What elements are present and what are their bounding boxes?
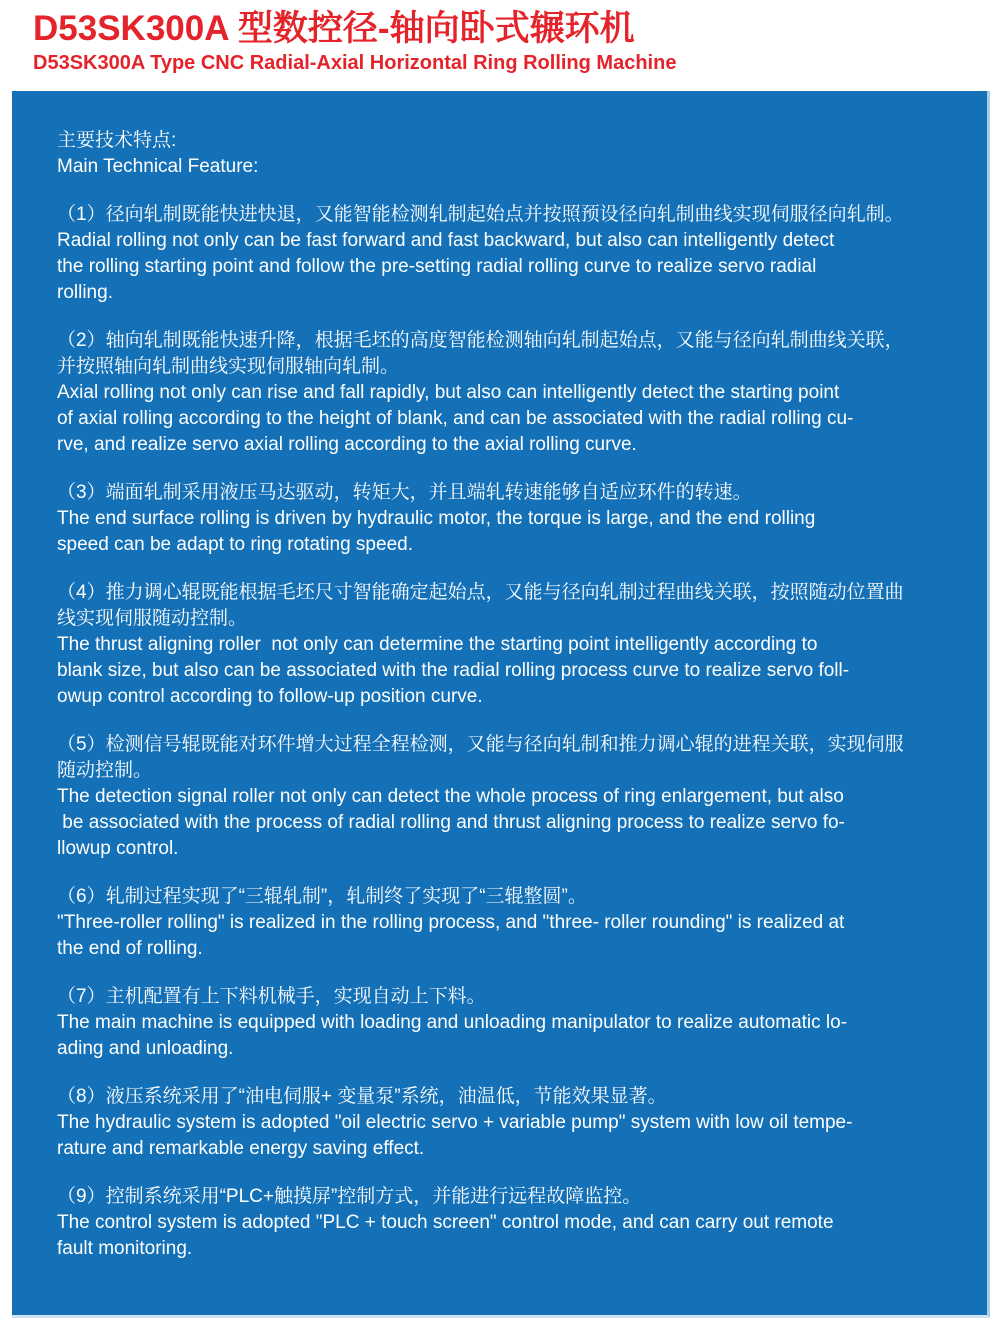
feature-line-en: The main machine is equipped with loading and unloading manipulator to realize automatic lo- (57, 1012, 848, 1033)
feature-line-zh: （8）液压系统采用了“油电伺服+ 变量泵”系统，油温低，节能效果显著。 (57, 1086, 667, 1107)
feature-item-9 (57, 1184, 953, 1262)
feature-line-en: of axial rolling according to the height of blank, and can be associated with the radial rolling cu- (57, 408, 854, 429)
feature-line-zh: 并按照轴向轧制曲线实现伺服轴向轧制。 (57, 356, 400, 377)
feature-line-en: llowup control. (57, 838, 179, 859)
feature-line-en: The detection signal roller not only can detect the whole process of ring enlargement, but also (57, 786, 844, 807)
feature-line-en: rve, and realize servo axial rolling according to the axial rolling curve. (57, 434, 637, 455)
page-title: D53SK300A 型数控径-轴向卧式辗环机 (33, 9, 635, 48)
feature-line-zh: （1）径向轧制既能快进快退，又能智能检测轧制起始点并按照预设径向轧制曲线实现伺服径向轧制。 (57, 204, 904, 225)
feature-line-en: "Three-roller rolling" is realized in the rolling process, and "three- roller rounding" is realized at (57, 912, 845, 933)
feature-line-en: be associated with the process of radial rolling and thrust aligning process to realize servo fo- (57, 812, 845, 833)
feature-line-en: The hydraulic system is adopted "oil electric servo + variable pump" system with low oil tempe- (57, 1112, 853, 1133)
feature-line-zh: （9）控制系统采用“PLC+触摸屏”控制方式，并能进行远程故障监控。 (57, 1186, 642, 1207)
feature-item-5 (57, 732, 953, 862)
feature-line-en: The end surface rolling is driven by hydraulic motor, the torque is large, and the end rolling (57, 508, 816, 529)
feature-line-zh: （6）轧制过程实现了“三辊轧制”，轧制终了实现了“三辊整圆”。 (57, 886, 587, 907)
feature-line-en: speed can be adapt to ring rotating speed. (57, 534, 413, 555)
feature-list (57, 202, 953, 1262)
feature-line-en: owup control according to follow-up position curve. (57, 686, 483, 707)
feature-line-en: fault monitoring. (57, 1238, 193, 1259)
feature-item-4 (57, 580, 953, 710)
feature-line-en: blank size, but also can be associated with the radial rolling process curve to realize servo foll- (57, 660, 850, 681)
feature-item-6 (57, 884, 953, 962)
feature-item-8 (57, 1084, 953, 1162)
feature-line-en: the rolling starting point and follow the pre-setting radial rolling curve to realize servo radial (57, 256, 817, 277)
feature-item-1 (57, 202, 953, 306)
feature-line-zh: （3）端面轧制采用液压马达驱动，转矩大，并且端轧转速能够自适应环件的转速。 (57, 482, 752, 503)
feature-line-zh: （5）检测信号辊既能对环件增大过程全程检测，又能与径向轧制和推力调心辊的进程关联，实现伺服 (57, 734, 904, 755)
feature-line-en: rature and remarkable energy saving effect. (57, 1138, 425, 1159)
feature-line-zh: 线实现伺服随动控制。 (57, 608, 248, 629)
feature-item-2 (57, 328, 953, 458)
feature-line-zh: 随动控制。 (57, 760, 153, 781)
feature-line-zh: （7）主机配置有上下料机械手，实现自动上下料。 (57, 986, 486, 1007)
feature-item-7 (57, 984, 953, 1062)
feature-line-en: rolling. (57, 282, 113, 303)
feature-line-zh: （4）推力调心辊既能根据毛坯尺寸智能确定起始点，又能与径向轧制过程曲线关联，按照随动位置曲 (57, 582, 904, 603)
feature-line-en: the end of rolling. (57, 938, 203, 959)
feature-line-en: Axial rolling not only can rise and fall rapidly, but also can intelligently detect the starting point (57, 382, 840, 403)
feature-line-en: The control system is adopted "PLC + touch screen" control mode, and can carry out remote (57, 1212, 834, 1233)
page-header (0, 0, 1000, 75)
feature-line-en: The thrust aligning roller not only can determine the starting point intelligently according to (57, 634, 818, 655)
page-subtitle: D53SK300A Type CNC Radial-Axial Horizontal Ring Rolling Machine (33, 52, 677, 74)
panel-heading-en: Main Technical Feature: (57, 156, 259, 177)
feature-item-3 (57, 480, 953, 558)
features-panel (12, 91, 990, 1318)
feature-line-en: Radial rolling not only can be fast forward and fast backward, but also can intelligently detect (57, 230, 835, 251)
feature-line-zh: （2）轴向轧制既能快速升降，根据毛坯的高度智能检测轴向轧制起始点，又能与径向轧制曲线关联， (57, 330, 904, 351)
panel-heading-zh: 主要技术特点: (57, 130, 177, 151)
feature-line-en: ading and unloading. (57, 1038, 234, 1059)
